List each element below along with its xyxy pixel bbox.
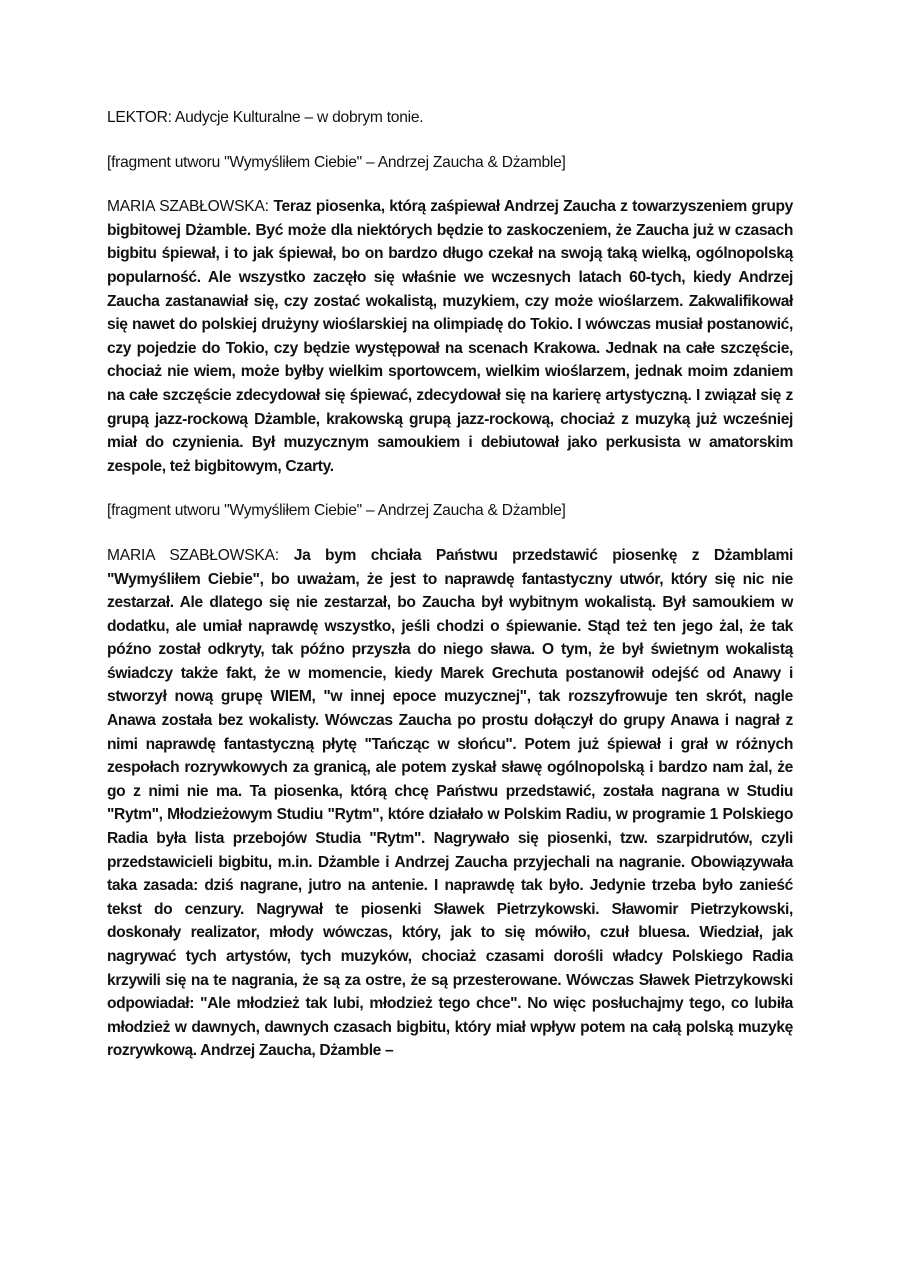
speech-paragraph [107,544,793,1063]
speech-paragraph [107,195,793,478]
song-fragment-note: [fragment utworu "Wymyśliłem Ciebie" – Andrzej Zaucha & Dżamble] [107,502,566,520]
song-fragment-note: [fragment utworu "Wymyśliłem Ciebie" – Andrzej Zaucha & Dżamble] [107,153,566,171]
document-page [107,106,793,1084]
speaker-label: MARIA SZABŁOWSKA: [107,546,294,564]
speech-text: Ja bym chciała Państwu przedstawić piosenkę z Dżamblami "Wymyśliłem Ciebie", bo uważam, że jest to naprawdę fantastyczny utwór, który się nic nie zestarzał. Ale dlatego się nie zestarzał, bo Zaucha był wybitnym wokalistą. Był samoukiem w dodatku, ale umiał naprawdę wszystko, jeśli chodzi o śpiewanie. Stąd też ten jego żal, że tak późno został odkryty, tak późno przyszła do niego sława. O tym, że był świetnym wokalistą świadczy także fakt, że w momencie, kiedy Marek Grechuta postanowił odejść od Anawy i stworzył nową grupę WIEM, "w innej epoce muzycznej", tak rozszyfrowuje ten skrót, nagle Anawa została bez wokalisty. Wówczas Zaucha po prostu dołączył do grupy Anawa i nagrał z nimi naprawdę fantastyczną płytę "Tańcząc w słońcu". Potem już śpiewał i grał w różnych zespołach rozrywkowych za granicą, ale potem zyskał sławę ogólnopolską i bardzo nam żal, że go z nimi nie ma. Ta piosenka, którą chcę Państwu przedstawić, została nagrana w Studiu "Rytm", Młodzieżowym Studiu "Rytm", które działało w Polskim Radiu, w programie 1 Polskiego Radia była lista przebojów Studia "Rytm". Nagrywało się piosenki, tzw. szarpidrutów, czyli przedstawicieli bigbitu, m.in. Dżamble i Andrzej Zaucha przyjechali na nagranie. Obowiązywała taka zasada: dziś nagrane, jutro na antenie. I naprawdę tak było. Jedynie trzeba było zanieść tekst do cenzury. Nagrywał te piosenki Sławek Pietrzykowski. Sławomir Pietrzykowski, doskonały realizator, młody wówczas, który, jak to się mówiło, czuł bluesa. Wiedział, jak nagrywać tych artystów, tych muzyków, chociaż czasami dorośli władcy Polskiego Radia krzywili się na te nagrania, że są za ostre, że są przesterowane. Wówczas Sławek Pietrzykowski odpowiadał: "Ale młodzież tak lubi, młodzież tego chce". No więc posłuchajmy tego, co lubiła młodzież w dawnych, dawnych czasach bigbitu, który miał wpływ potem na całą polską muzykę rozrywkową. Andrzej Zaucha, Dżamble – [107,546,794,1060]
speech-text: Teraz piosenka, którą zaśpiewał Andrzej Zaucha z towarzyszeniem grupy bigbitowej Dżamble. Być może dla niektórych będzie to zaskoczeniem, że Zaucha już w czasach bigbitu śpiewał, i to jak śpiewał, bo on bardzo długo czekał na swoją taką wielką, ogólnopolską popularność. Ale wszystko zaczęło się właśnie we wczesnych latach 60-tych, kiedy Andrzej Zaucha zastanawiał się, czy zostać wokalistą, muzykiem, czy może wioślarzem. Zakwalifikował się nawet do polskiej drużyny wioślarskiej na olimpiadę do Tokio. I wówczas musiał postanowić, czy pojedzie do Tokio, czy będzie występował na scenach Krakowa. Jednak na całe szczęście, chociaż nie wiem, może byłby wielkim sportowcem, wielkim wioślarzem, jednak moim zdaniem na całe szczęście zdecydował się śpiewać, zdecydował się na karierę artystyczną. I związał się z grupą jazz-rockową Dżamble, krakowską grupą jazz-rockową, chociaż z muzyką już wcześniej miał do czynienia. Był muzycznym samoukiem i debiutował jako perkusista w amatorskim zespole, też bigbitowym, Czarty. [107,198,793,475]
speaker-label: MARIA SZABŁOWSKA: [107,198,274,216]
announcer-line: LEKTOR: Audycje Kulturalne – w dobrym tonie. [107,109,424,126]
